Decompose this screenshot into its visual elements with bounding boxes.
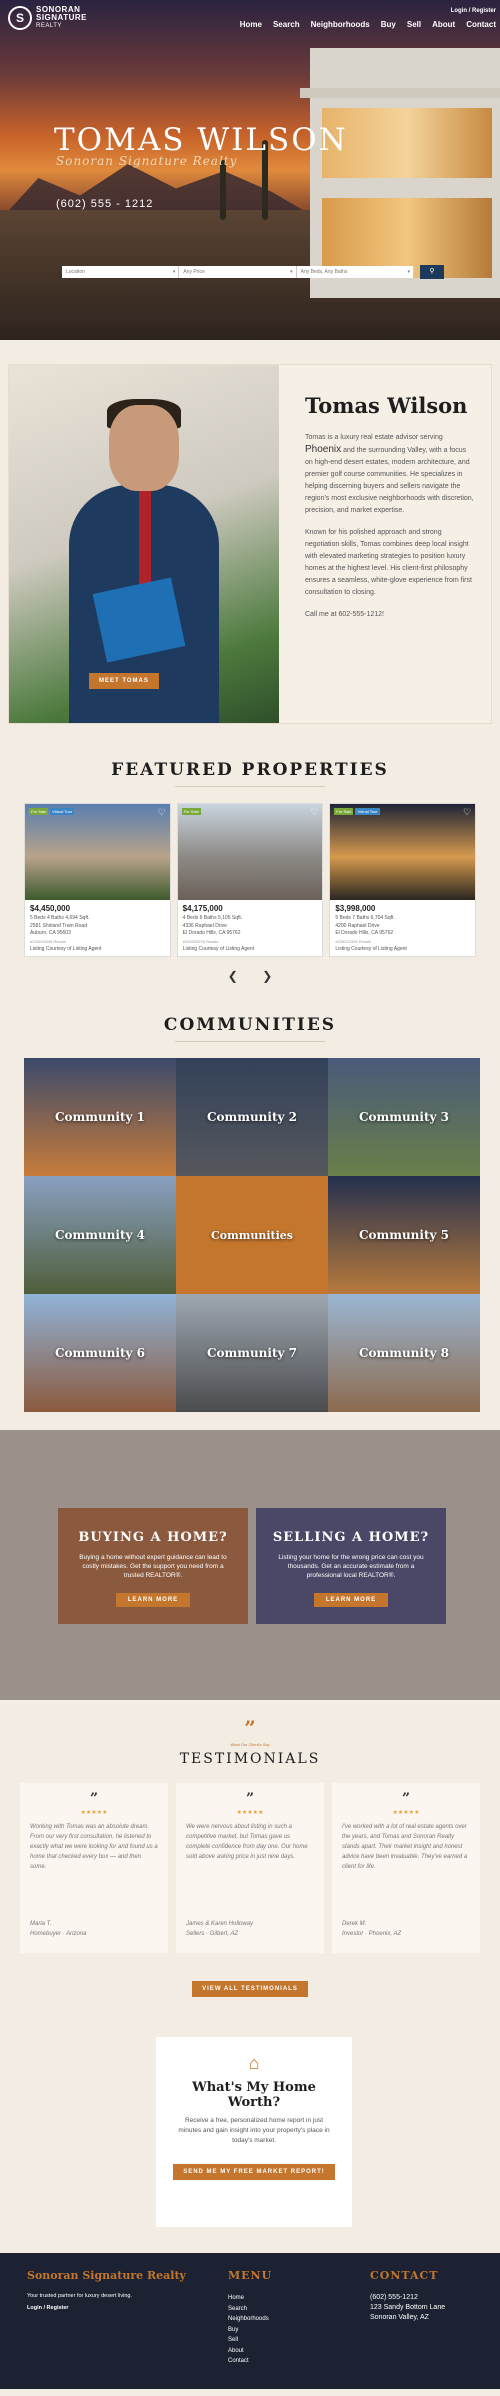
community-tile[interactable] xyxy=(328,1176,480,1294)
property-address: 2581 Shirland Tram Road xyxy=(30,923,87,929)
free-market-report-button[interactable]: SEND ME MY FREE MARKET REPORT! xyxy=(173,2164,335,2180)
beds-baths-select[interactable] xyxy=(297,266,414,278)
property-price: $4,450,000 xyxy=(30,904,71,913)
footer-phone[interactable]: (602) 555-1212 xyxy=(370,2294,418,2301)
property-image[interactable] xyxy=(330,804,475,900)
listing-courtesy: Listing Courtesy of Listing Agent xyxy=(30,946,102,952)
about-section xyxy=(8,364,492,724)
testimonial-author xyxy=(186,1919,253,1939)
bio-city: Phoenix xyxy=(305,444,342,455)
beds-baths-placeholder: Any Beds, Any Baths xyxy=(300,269,348,275)
logo-line: REALTY xyxy=(36,23,62,29)
home-value-title-line: Worth? xyxy=(227,2095,281,2110)
nav-neighborhoods[interactable]: Neighborhoods xyxy=(310,20,370,29)
property-mls: #226015049 Resale xyxy=(30,939,66,944)
bio-text: and the surrounding Valley, with a focus on high-end desert estates, modern architecture, and premier golf course communities. He specializes in helping discerning buyers and sellers navigate the region's most exclusive neighborhoods with discretion, precision, and market expertise. xyxy=(305,447,474,514)
property-specs: 5 Beds 4 Baths 4,694 Sqft. xyxy=(30,915,90,921)
community-tile[interactable] xyxy=(24,1058,176,1176)
main-nav xyxy=(240,20,496,29)
for-sale-tag: For Sale xyxy=(183,809,199,814)
footer-menu-buy[interactable]: Buy xyxy=(228,2326,239,2333)
nav-about[interactable]: About xyxy=(432,20,456,29)
hero-phone[interactable]: (602) 555 - 1212 xyxy=(56,198,154,210)
quote-icon: ” xyxy=(89,1791,99,1807)
testimonials-title: TESTIMONIALS xyxy=(179,1751,321,1767)
property-specs: 5 Beds 7 Baths 6,704 Sqft. xyxy=(335,915,395,921)
footer-brand: Sonoran Signature Realty xyxy=(27,2269,186,2282)
property-card[interactable] xyxy=(24,803,171,957)
communities-grid xyxy=(24,1058,476,1412)
footer-menu-neighborhoods[interactable]: Neighborhoods xyxy=(228,2316,269,2322)
testimonials-section xyxy=(0,1700,500,1997)
property-city: Auburn, CA 95603 xyxy=(30,930,71,936)
property-address: 4336 Raphael Drive xyxy=(182,923,227,929)
footer-menu-sell[interactable]: Sell xyxy=(228,2337,239,2343)
location-select[interactable] xyxy=(62,266,179,278)
property-city: El Dorado Hills, CA 95762 xyxy=(182,930,241,936)
property-cards xyxy=(24,803,476,957)
house-icon: ⌂ xyxy=(248,2053,260,2073)
footer-menu-title: MENU xyxy=(228,2269,273,2282)
bio-text: Tomas is a luxury real estate advisor serving xyxy=(305,434,443,441)
footer-tagline: Your trusted partner for luxury desert living. xyxy=(27,2293,132,2299)
star-rating-icon: ★★★★★ xyxy=(80,1810,108,1816)
favorite-heart-icon[interactable]: ♡ xyxy=(310,807,319,817)
testimonial-text: I've worked with a lot of real estate agents over the years, and Tomas and Sonoran Realty stands apart. Their market insight and honest advice have been invaluable. They've earned a client for life. xyxy=(342,1824,468,1870)
featured-properties-section xyxy=(0,760,500,985)
property-details xyxy=(25,900,170,956)
selling-text: Listing your home for the wrong price can cost you thousands. Get an accurate estimate from a professional local REALTOR®. xyxy=(278,1554,424,1579)
nav-sell[interactable]: Sell xyxy=(406,20,422,29)
testimonial-text: We were nervous about listing in such a competitive market, but Tomas gave us complete confidence from day one. Our home sold above asking price in just nine days. xyxy=(186,1824,308,1860)
footer-contact-title: CONTACT xyxy=(370,2269,439,2282)
community-tile[interactable] xyxy=(24,1294,176,1412)
footer-menu-search[interactable]: Search xyxy=(228,2305,248,2312)
author-name: Maria T. xyxy=(30,1921,52,1927)
favorite-heart-icon[interactable]: ♡ xyxy=(462,807,472,817)
nav-buy[interactable]: Buy xyxy=(380,20,396,29)
testimonial-author xyxy=(30,1919,86,1939)
property-details xyxy=(178,900,323,956)
nav-home[interactable]: Home xyxy=(239,20,262,29)
meet-agent-button[interactable]: MEET TOMAS xyxy=(89,673,159,689)
property-card[interactable] xyxy=(177,803,324,957)
price-placeholder: Any Price xyxy=(183,269,205,275)
testimonial-text: Working with Tomas was an absolute dream. From our very first consultation, he listened to exactly what we were looking for and found us a home that checked every box — and then some. xyxy=(30,1824,158,1870)
author-role: Investor · Phoenix, AZ xyxy=(342,1931,402,1937)
property-image[interactable] xyxy=(178,804,323,900)
chevron-down-icon: ▾ xyxy=(290,269,293,275)
testimonial-cards xyxy=(20,1783,480,1953)
community-tile[interactable] xyxy=(176,1058,328,1176)
buy-sell-section xyxy=(0,1430,500,1700)
footer-menu xyxy=(228,2293,269,2367)
hero-agent-name: TOMAS WILSON xyxy=(54,122,348,158)
logo-text xyxy=(36,6,87,30)
footer-menu-about[interactable]: About xyxy=(228,2347,244,2354)
location-placeholder: Location xyxy=(66,269,85,275)
footer-address-line: 123 Sandy Bottom Lane xyxy=(370,2304,446,2311)
house-roof xyxy=(300,88,500,98)
for-sale-tag: For Sale xyxy=(31,809,47,814)
footer-menu-contact[interactable]: Contact xyxy=(228,2358,249,2364)
author-name: Derek M. xyxy=(342,1921,367,1927)
community-label: Community 6 xyxy=(55,1346,145,1360)
communities-center-tile[interactable] xyxy=(176,1176,328,1294)
author-role: Sellers · Gilbert, AZ xyxy=(186,1931,239,1937)
community-tile[interactable] xyxy=(328,1058,480,1176)
chevron-down-icon: ▾ xyxy=(407,269,410,275)
buying-text: Buying a home without expert guidance can lead to costly mistakes. Get the support you need from a trusted REALTOR®. xyxy=(79,1554,227,1579)
footer-contact xyxy=(370,2293,445,2323)
logo-line: SONORAN xyxy=(36,5,81,14)
hero-house-image xyxy=(310,48,500,298)
title-divider xyxy=(175,1041,325,1042)
star-rating-icon: ★★★★★ xyxy=(236,1810,264,1816)
home-value-title xyxy=(156,2080,352,2110)
title-divider xyxy=(175,786,325,787)
chevron-left-icon[interactable]: ❮ xyxy=(227,969,238,983)
quote-icon: ” xyxy=(244,1716,256,1740)
testimonial-author xyxy=(342,1919,401,1939)
community-tile[interactable] xyxy=(24,1176,176,1294)
carousel-controls xyxy=(0,967,500,985)
communities-section xyxy=(0,1015,500,1412)
virtual-tour-tag: Virtual Tour xyxy=(52,809,73,814)
search-bar xyxy=(62,266,414,278)
top-bar xyxy=(0,0,500,40)
property-image[interactable] xyxy=(25,804,170,900)
property-city: El Dorado Hills, CA 95762 xyxy=(335,930,394,936)
buying-learn-more-button[interactable]: LEARN MORE xyxy=(116,1593,190,1607)
footer xyxy=(0,2253,500,2389)
bio-paragraph-3: Call me at 602-555-1212! xyxy=(305,611,384,618)
footer-address-line: Sonoran Valley, AZ xyxy=(370,2314,429,2321)
chevron-down-icon: ▾ xyxy=(172,269,176,275)
testimonial-card xyxy=(176,1783,324,1953)
community-label: Community 1 xyxy=(55,1110,145,1124)
testimonials-kicker: What Our Client's Say xyxy=(230,1742,270,1747)
community-label: Community 2 xyxy=(207,1110,297,1124)
agent-tie xyxy=(139,491,151,591)
favorite-heart-icon[interactable]: ♡ xyxy=(157,807,166,817)
property-price: $4,175,000 xyxy=(182,904,223,913)
buying-card xyxy=(58,1508,248,1624)
agent-head xyxy=(109,405,179,491)
nav-contact[interactable]: Contact xyxy=(466,20,496,29)
cactus-image xyxy=(220,160,226,220)
logo-line: SIGNATURE xyxy=(36,13,88,22)
author-name: James & Karen Holloway xyxy=(186,1921,254,1927)
search-button[interactable] xyxy=(420,265,444,279)
home-value-text: Receive a free, personalized home report in just minutes and gain insight into your property's place in today's market. xyxy=(178,2117,330,2144)
communities-title: COMMUNITIES xyxy=(163,1015,337,1035)
property-tags xyxy=(29,808,74,815)
hero-brokerage: Sonoran Signature Realty xyxy=(56,154,238,168)
testimonial-card xyxy=(20,1783,168,1953)
home-value-title-line: What's My Home xyxy=(192,2080,316,2095)
property-mls: #226025976 Resale xyxy=(182,939,219,944)
nav-search[interactable]: Search xyxy=(272,20,300,29)
virtual-tour-tag: Virtual Tour xyxy=(357,809,378,814)
login-register-link[interactable]: Login / Register xyxy=(450,8,496,14)
hero-section xyxy=(0,0,500,340)
testimonials-button-wrap xyxy=(0,1977,500,1997)
featured-title: FEATURED PROPERTIES xyxy=(111,760,389,780)
for-sale-tag: For Sale xyxy=(336,809,352,814)
agent-name-heading: Tomas Wilson xyxy=(305,393,468,418)
quote-icon: ” xyxy=(401,1791,411,1807)
property-address: 4200 Raphael Drive xyxy=(335,923,380,929)
community-tile[interactable] xyxy=(176,1294,328,1412)
footer-menu-home[interactable]: Home xyxy=(228,2295,245,2301)
selling-title: SELLING A HOME? xyxy=(272,1530,430,1545)
community-label: Community 3 xyxy=(359,1110,449,1124)
view-all-testimonials-button[interactable]: VIEW ALL TESTIMONIALS xyxy=(192,1981,308,1997)
home-value-card xyxy=(156,2037,352,2227)
buying-title: BUYING A HOME? xyxy=(78,1530,228,1545)
agent-bio xyxy=(305,393,475,631)
logo-mark: S xyxy=(8,6,32,30)
selling-card xyxy=(256,1508,446,1624)
property-tags xyxy=(334,808,379,815)
search-icon: ⚲ xyxy=(429,268,435,275)
star-rating-icon: ★★★★★ xyxy=(392,1810,420,1816)
community-label: Community 8 xyxy=(359,1346,449,1360)
chevron-right-icon[interactable]: ❯ xyxy=(262,969,273,983)
testimonial-card xyxy=(332,1783,480,1953)
property-tags xyxy=(182,808,201,815)
community-tile[interactable] xyxy=(328,1294,480,1412)
property-price: $3,998,000 xyxy=(335,904,376,913)
bio-paragraph-2: Known for his polished approach and strong negotiation skills, Tomas combines deep local insight with elevated marketing strategies to position luxury homes at the highest level. His client-first philosophy ensures a seamless, white-glove experience from first consultation to closing. xyxy=(305,529,472,596)
property-mls: #226022326 Resale xyxy=(335,939,372,944)
bio-paragraph-1 xyxy=(305,432,475,517)
property-card[interactable] xyxy=(329,803,476,957)
listing-courtesy: Listing Courtesy of Listing Agent xyxy=(335,946,407,952)
property-details xyxy=(330,900,475,956)
selling-learn-more-button[interactable]: LEARN MORE xyxy=(314,1593,388,1607)
quote-icon: ” xyxy=(245,1791,255,1807)
price-select[interactable] xyxy=(179,266,296,278)
author-role: Homebuyer · Arizona xyxy=(30,1931,87,1937)
community-label: Community 5 xyxy=(359,1228,449,1242)
listing-courtesy: Listing Courtesy of Listing Agent xyxy=(182,946,255,952)
property-specs: 4 Beds 6 Baths 5,105 Sqft. xyxy=(182,915,243,921)
community-label: Community 4 xyxy=(55,1228,145,1242)
communities-center-label: Communities xyxy=(211,1228,293,1242)
community-label: Community 7 xyxy=(207,1346,297,1360)
footer-login-link[interactable]: Login / Register xyxy=(27,2305,69,2311)
agent-photo xyxy=(9,365,279,723)
site-logo[interactable] xyxy=(8,6,87,30)
